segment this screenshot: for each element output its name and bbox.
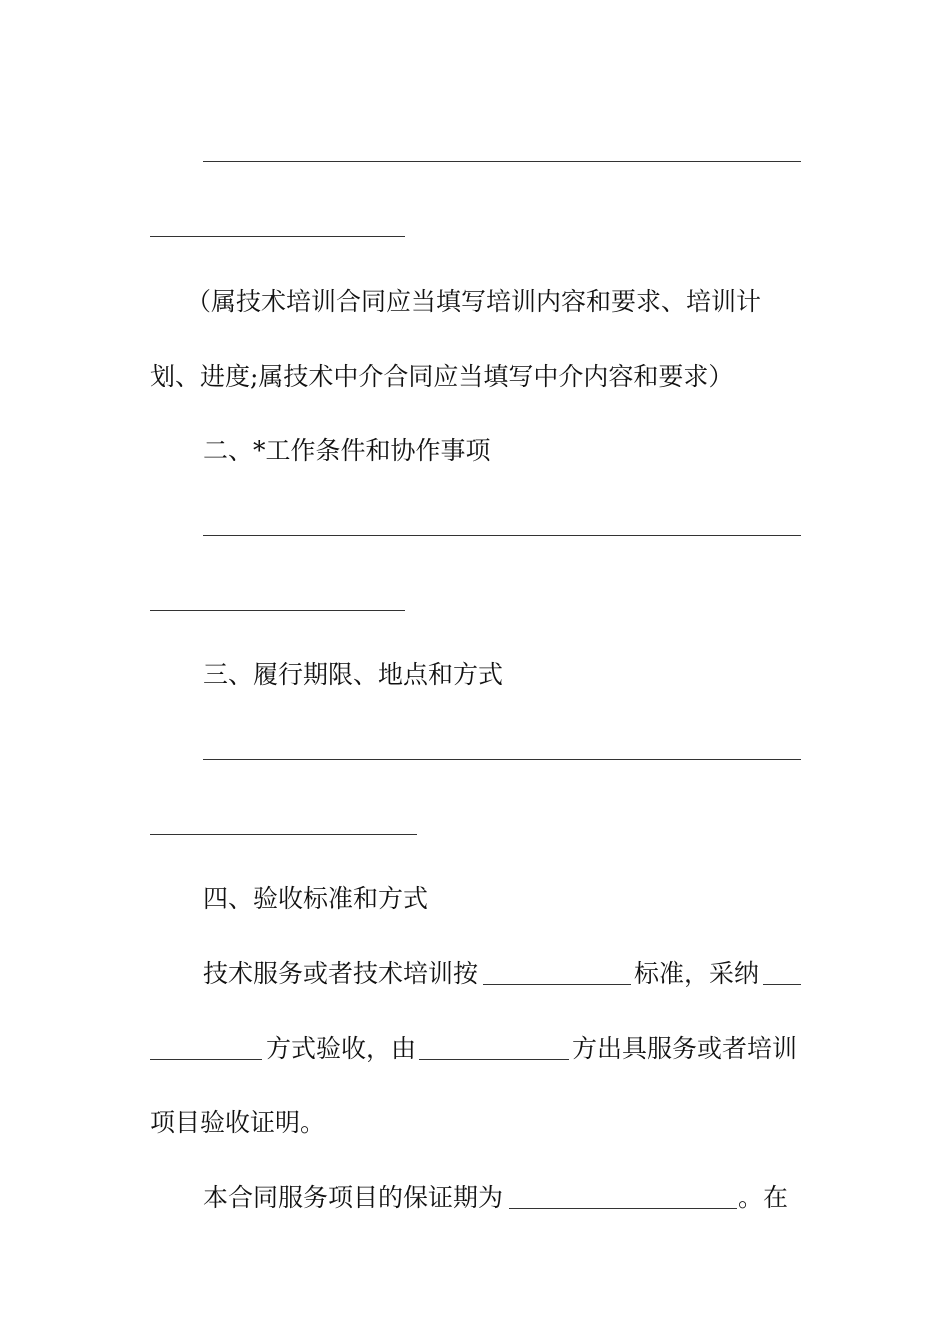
method-blank-start[interactable]: [763, 984, 801, 985]
fill-line: [150, 610, 405, 611]
acceptance-text: 项目验收证明。: [150, 1108, 326, 1137]
fill-line: [203, 161, 801, 162]
method-blank-end[interactable]: [150, 1059, 262, 1060]
acceptance-text: 技术服务或者技术培训按: [203, 959, 479, 988]
heading-text: 四、验收标准和方式: [203, 884, 429, 913]
issuer-blank[interactable]: [419, 1059, 569, 1060]
warranty-text: 。在: [738, 1183, 789, 1212]
standard-blank[interactable]: [483, 984, 631, 985]
acceptance-text: 方出具服务或者培训: [572, 1034, 798, 1063]
acceptance-text: 方式验收，由: [266, 1034, 417, 1063]
warranty-period-blank[interactable]: [509, 1208, 737, 1209]
fill-line: [150, 834, 417, 835]
fill-line: [203, 535, 801, 536]
note-text: （属技术培训合同应当填写培训内容和要求、培训计: [186, 287, 762, 316]
note-text: 划、进度;属技术中介合同应当填写中介内容和要求）: [150, 362, 734, 391]
fill-line: [203, 759, 801, 760]
warranty-text: 本合同服务项目的保证期为: [203, 1183, 504, 1212]
acceptance-text: 标准，采纳: [634, 959, 760, 988]
heading-text: 二、*工作条件和协作事项: [203, 436, 491, 465]
heading-text: 三、履行期限、地点和方式: [203, 660, 504, 689]
fill-line: [150, 236, 405, 237]
